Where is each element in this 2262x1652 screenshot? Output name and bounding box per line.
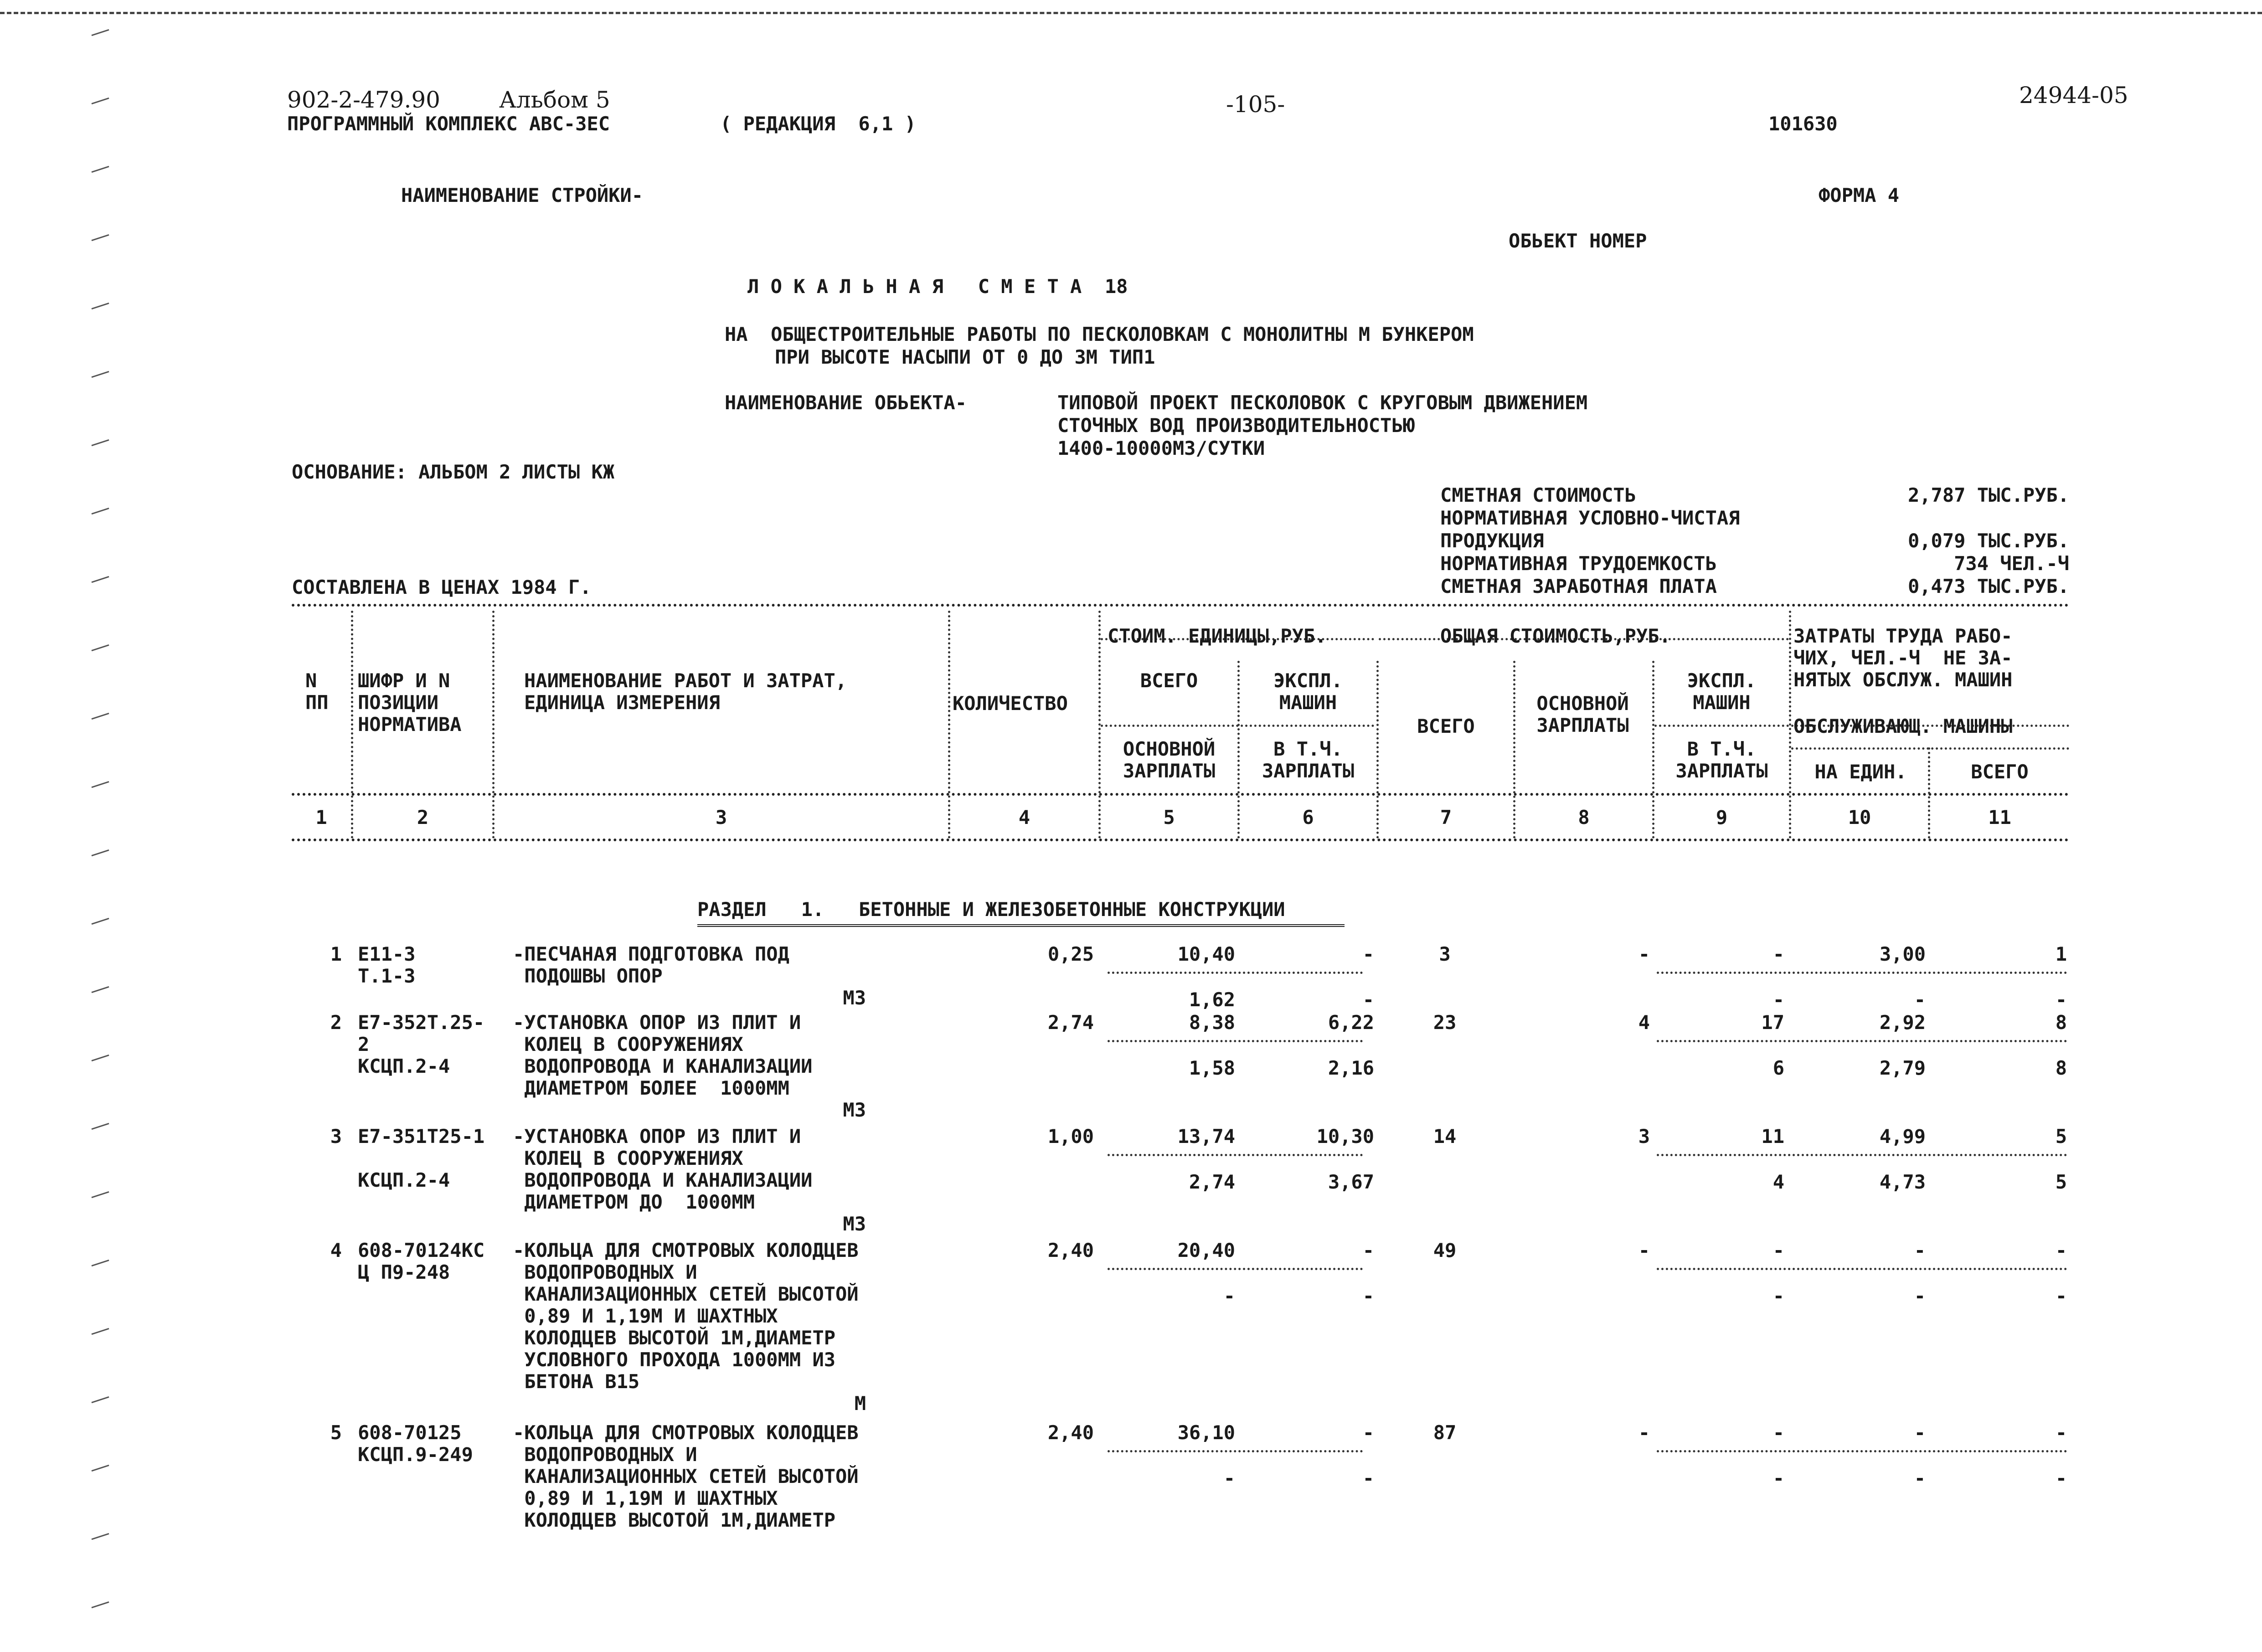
row-machine-wage: - xyxy=(1773,1285,1784,1307)
net-label-1: НОРМАТИВНАЯ УСЛОВНО-ЧИСТАЯ xyxy=(1440,507,1740,529)
col-code-header: ШИФР И N ПОЗИЦИИ НОРМАТИВА xyxy=(358,669,462,736)
title-line-1: НА ОБЩЕСТРОИТЕЛЬНЫЕ РАБОТЫ ПО ПЕСКОЛОВКАМ С МОНОЛИТНЫ М БУНКЕРОМ xyxy=(725,323,1474,345)
col-11-header: ВСЕГО xyxy=(1971,761,2029,783)
row-unit-wage: - xyxy=(1223,1467,1235,1489)
cell-separator xyxy=(1657,972,2067,974)
row-unit-machine-wage: - xyxy=(1362,1467,1374,1489)
row-unit-wage: 1,62 xyxy=(1189,988,1235,1011)
col-7-header: ВСЕГО xyxy=(1417,715,1475,737)
doc-code-number: 101630 xyxy=(1768,113,1838,135)
row-unit-cost-machines: 10,30 xyxy=(1316,1125,1374,1148)
album-label: Альбом 5 xyxy=(499,87,610,113)
row-total-wage: 3 xyxy=(1638,1125,1650,1148)
row-machine-labor-total: 8 xyxy=(2055,1057,2067,1079)
cell-separator xyxy=(1108,1450,1363,1452)
row-labor-unit: - xyxy=(1914,1421,1926,1444)
wage-value: 0,473 ТЫС.РУБ. xyxy=(1907,575,2069,597)
cell-separator xyxy=(1657,1040,2067,1042)
row-total-cost: 87 xyxy=(1433,1421,1457,1444)
col-number: 3 xyxy=(715,806,727,829)
cell-separator xyxy=(1657,1268,2067,1270)
row-unit: М3 xyxy=(843,1213,866,1235)
row-code: Е7-352Т.25- 2 КСЦП.2-4 xyxy=(358,1011,485,1077)
row-machine-wage: 4 xyxy=(1773,1171,1784,1193)
labor-label: НОРМАТИВНАЯ ТРУДОЕМКОСТЬ xyxy=(1440,552,1717,575)
wage-label: СМЕТНАЯ ЗАРАБОТНАЯ ПЛАТА xyxy=(1440,575,1717,597)
row-unit-machine-wage: - xyxy=(1362,988,1374,1011)
row-number: 3 xyxy=(330,1125,342,1148)
row-number: 5 xyxy=(330,1421,342,1444)
construction-label: НАИМЕНОВАНИЕ СТРОЙКИ- xyxy=(401,184,644,206)
cell-separator xyxy=(1108,972,1363,974)
row-unit-wage: 2,74 xyxy=(1189,1171,1235,1193)
object-label: НАИМЕНОВАНИЕ ОБЬЕКТА- xyxy=(725,391,967,414)
col-5-top-header: ВСЕГО xyxy=(1140,669,1198,692)
col-unit-cost-header: СТОИМ. ЕДИНИЦЫ,РУБ. xyxy=(1108,625,1327,647)
cell-separator xyxy=(1657,1450,2067,1452)
row-unit-cost-total: 20,40 xyxy=(1177,1239,1235,1261)
col-n-header: N ПП xyxy=(305,669,329,714)
row-labor-unit: - xyxy=(1914,1239,1926,1261)
row-number: 2 xyxy=(330,1011,342,1034)
row-code: 608-70125 КСЦП.9-249 xyxy=(358,1421,473,1466)
col-number: 10 xyxy=(1848,806,1871,829)
row-labor-total: - xyxy=(2055,1239,2067,1261)
row-machine-labor-unit: 4,73 xyxy=(1879,1171,1926,1193)
edition-label: ( РЕДАКЦИЯ 6,1 ) xyxy=(720,113,916,135)
cell-separator xyxy=(1657,1154,2067,1156)
col-number: 11 xyxy=(1988,806,2011,829)
row-total-machines: - xyxy=(1773,1421,1784,1444)
row-total-wage: - xyxy=(1638,1421,1650,1444)
col-labor-header: ЗАТРАТЫ ТРУДА РАБО- ЧИХ, ЧЕЛ.-Ч НЕ ЗА- НЯТЫХ ОБСЛУЖ. МАШИН xyxy=(1793,625,2013,691)
page-number: -105- xyxy=(1226,91,1285,118)
row-machine-labor-total: - xyxy=(2055,1467,2067,1489)
row-name: -КОЛЬЦА ДЛЯ СМОТРОВЫХ КОЛОДЦЕВ ВОДОПРОВОДНЫХ И КАНАЛИЗАЦИОННЫХ СЕТЕЙ ВЫСОТОЙ 0,89 И 1,19М И ШАХТНЫХ КОЛОДЦЕВ ВЫСОТОЙ 1М,ДИАМЕТР xyxy=(513,1421,859,1531)
cost-value: 2,787 ТЫС.РУБ. xyxy=(1907,484,2069,506)
row-unit-cost-total: 8,38 xyxy=(1189,1011,1235,1034)
net-label-2: ПРОДУКЦИЯ xyxy=(1440,530,1544,552)
col-number: 7 xyxy=(1440,806,1452,829)
row-unit-machine-wage: 3,67 xyxy=(1328,1171,1374,1193)
row-machine-labor-total: - xyxy=(2055,1285,2067,1307)
row-total-cost: 49 xyxy=(1433,1239,1457,1261)
row-machine-labor-unit: 2,79 xyxy=(1879,1057,1926,1079)
col-6-top-header: ЭКСПЛ. МАШИН xyxy=(1273,669,1343,714)
row-unit-machine-wage: - xyxy=(1362,1285,1374,1307)
col-10-header: НА ЕДИН. xyxy=(1814,761,1907,783)
col-5-bottom-header: ОСНОВНОЙ ЗАРПЛАТЫ xyxy=(1123,738,1216,782)
row-machine-wage: 6 xyxy=(1773,1057,1784,1079)
col-number: 1 xyxy=(315,806,327,829)
object-line-1: ТИПОВОЙ ПРОЕКТ ПЕСКОЛОВОК С КРУГОВЫМ ДВИЖЕНИЕМ xyxy=(1057,391,1588,414)
col-9-bottom-header: В Т.Ч. ЗАРПЛАТЫ xyxy=(1675,738,1768,782)
row-total-machines: 11 xyxy=(1761,1125,1784,1148)
row-unit-cost-total: 10,40 xyxy=(1177,943,1235,965)
row-labor-total: 1 xyxy=(2055,943,2067,965)
col-number: 2 xyxy=(417,806,429,829)
row-total-cost: 14 xyxy=(1433,1125,1457,1148)
col-number: 6 xyxy=(1302,806,1314,829)
row-labor-unit: 3,00 xyxy=(1879,943,1926,965)
row-unit: М xyxy=(854,1392,866,1415)
col-number: 5 xyxy=(1163,806,1175,829)
row-total-machines: - xyxy=(1773,1239,1784,1261)
row-code: 608-70124КС Ц П9-248 xyxy=(358,1239,485,1283)
row-unit-wage: 1,58 xyxy=(1189,1057,1235,1079)
row-total-cost: 23 xyxy=(1433,1011,1457,1034)
col-number: 4 xyxy=(1018,806,1031,829)
archive-number: 24944-05 xyxy=(2019,82,2128,108)
row-labor-unit: 4,99 xyxy=(1879,1125,1926,1148)
net-value: 0,079 ТЫС.РУБ. xyxy=(1907,530,2069,552)
section-underline xyxy=(697,924,1345,927)
row-qty: 1,00 xyxy=(1047,1125,1094,1148)
title-line-2: ПРИ ВЫСОТЕ НАСЫПИ ОТ 0 ДО 3М ТИП1 xyxy=(775,346,1155,368)
object-line-2: СТОЧНЫХ ВОД ПРОИЗВОДИТЕЛЬНОСТЬЮ xyxy=(1057,414,1415,437)
row-unit-cost-machines: - xyxy=(1362,1421,1374,1444)
row-unit-cost-machines: - xyxy=(1362,943,1374,965)
row-qty: 2,40 xyxy=(1047,1239,1094,1261)
software-label: ПРОГРАММНЫЙ КОМПЛЕКС АВС-3ЕС xyxy=(287,113,610,135)
col-qty-header: КОЛИЧЕСТВО xyxy=(953,692,1068,715)
row-labor-total: - xyxy=(2055,1421,2067,1444)
row-unit: М3 xyxy=(843,1099,866,1121)
row-qty: 0,25 xyxy=(1047,943,1094,965)
basis-label: ОСНОВАНИЕ: АЛЬБОМ 2 ЛИСТЫ КЖ xyxy=(292,461,615,483)
row-machine-labor-unit: - xyxy=(1914,1285,1926,1307)
col-9-header: ЭКСПЛ. МАШИН xyxy=(1687,669,1757,714)
prices-label: СОСТАВЛЕНА В ЦЕНАХ 1984 Г. xyxy=(292,576,592,598)
col-8-header: ОСНОВНОЙ ЗАРПЛАТЫ xyxy=(1536,692,1629,736)
row-unit-cost-machines: - xyxy=(1362,1239,1374,1261)
section-title: РАЗДЕЛ 1. БЕТОННЫЕ И ЖЕЛЕЗОБЕТОННЫЕ КОНСТРУКЦИИ xyxy=(697,898,1285,921)
row-unit-cost-total: 13,74 xyxy=(1177,1125,1235,1148)
row-qty: 2,74 xyxy=(1047,1011,1094,1034)
row-unit-cost-total: 36,10 xyxy=(1177,1421,1235,1444)
row-total-machines: - xyxy=(1773,943,1784,965)
row-labor-unit: 2,92 xyxy=(1879,1011,1926,1034)
col-labor-2-header: ОБСЛУЖИВАЮЩ. МАШИНЫ xyxy=(1793,715,2013,737)
cell-separator xyxy=(1108,1268,1363,1270)
row-qty: 2,40 xyxy=(1047,1421,1094,1444)
form-label: ФОРМА 4 xyxy=(1819,184,1900,206)
row-unit: М3 xyxy=(843,987,866,1009)
row-total-machines: 17 xyxy=(1761,1011,1784,1034)
row-unit-wage: - xyxy=(1223,1285,1235,1307)
row-labor-total: 8 xyxy=(2055,1011,2067,1034)
cell-separator xyxy=(1108,1154,1363,1156)
row-total-wage: 4 xyxy=(1638,1011,1650,1034)
row-total-wage: - xyxy=(1638,1239,1650,1261)
row-machine-wage: - xyxy=(1773,988,1784,1011)
col-number: 9 xyxy=(1716,806,1728,829)
col-name-header: НАИМЕНОВАНИЕ РАБОТ И ЗАТРАТ, ЕДИНИЦА ИЗМЕРЕНИЯ xyxy=(524,669,847,714)
cost-label: СМЕТНАЯ СТОИМОСТЬ xyxy=(1440,484,1636,506)
object-number-label: ОБЬЕКТ НОМЕР xyxy=(1509,230,1647,252)
row-unit-cost-machines: 6,22 xyxy=(1328,1011,1374,1034)
row-unit-machine-wage: 2,16 xyxy=(1328,1057,1374,1079)
row-number: 1 xyxy=(330,943,342,965)
row-code: Е11-3 Т.1-3 xyxy=(358,943,416,987)
row-total-cost: 3 xyxy=(1439,943,1451,965)
page-title: Л О К А Л Ь Н А Я С М Е Т А 18 xyxy=(747,275,1128,298)
row-machine-labor-unit: - xyxy=(1914,988,1926,1011)
row-machine-labor-total: - xyxy=(2055,988,2067,1011)
labor-value: 734 ЧЕЛ.-Ч xyxy=(1954,552,2069,575)
row-labor-total: 5 xyxy=(2055,1125,2067,1148)
row-name: -УСТАНОВКА ОПОР ИЗ ПЛИТ И КОЛЕЦ В СООРУЖЕНИЯХ ВОДОПРОВОДА И КАНАЛИЗАЦИИ ДИАМЕТРОМ БОЛЕЕ 1000ММ xyxy=(513,1011,813,1099)
col-total-cost-header: ОБЩАЯ СТОИМОСТЬ,РУБ. xyxy=(1440,625,1671,647)
row-machine-wage: - xyxy=(1773,1467,1784,1489)
row-code: Е7-351Т25-1 КСЦП.2-4 xyxy=(358,1125,485,1191)
row-machine-labor-total: 5 xyxy=(2055,1171,2067,1193)
row-name: -КОЛЬЦА ДЛЯ СМОТРОВЫХ КОЛОДЦЕВ ВОДОПРОВОДНЫХ И КАНАЛИЗАЦИОННЫХ СЕТЕЙ ВЫСОТОЙ 0,89 И 1,19М И ШАХТНЫХ КОЛОДЦЕВ ВЫСОТОЙ 1М,ДИАМЕТР УСЛОВНОГО ПРОХОДА 1000ММ ИЗ БЕТОНА В15 xyxy=(513,1239,859,1393)
perforated-edge xyxy=(0,0,2262,14)
col-number: 8 xyxy=(1578,806,1590,829)
cell-separator xyxy=(1108,1040,1363,1042)
doc-code: 902-2-479.90 xyxy=(287,87,440,113)
object-line-3: 1400-10000М3/СУТКИ xyxy=(1057,437,1265,459)
row-name: -УСТАНОВКА ОПОР ИЗ ПЛИТ И КОЛЕЦ В СООРУЖЕНИЯХ ВОДОПРОВОДА И КАНАЛИЗАЦИИ ДИАМЕТРОМ ДО 1000ММ xyxy=(513,1125,813,1213)
row-machine-labor-unit: - xyxy=(1914,1467,1926,1489)
row-name: -ПЕСЧАНАЯ ПОДГОТОВКА ПОД ПОДОШВЫ ОПОР xyxy=(513,943,789,987)
row-total-wage: - xyxy=(1638,943,1650,965)
col-6-bottom-header: В Т.Ч. ЗАРПЛАТЫ xyxy=(1262,738,1355,782)
row-number: 4 xyxy=(330,1239,342,1261)
